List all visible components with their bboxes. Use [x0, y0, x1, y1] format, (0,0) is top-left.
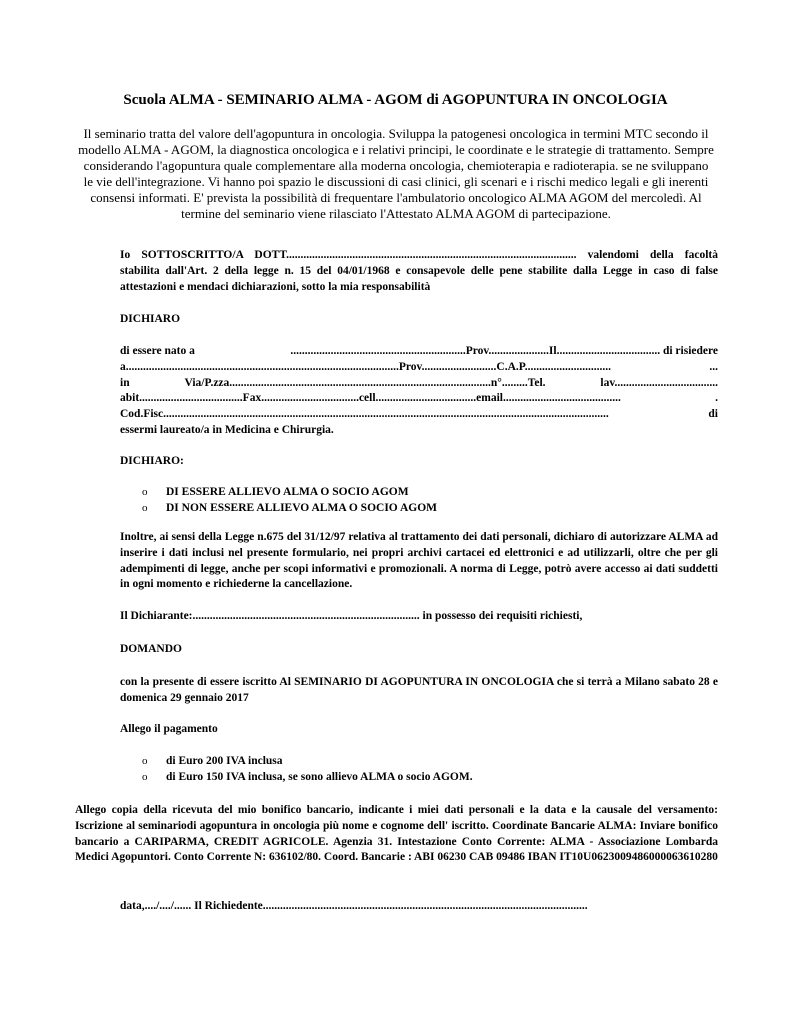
form-line-text: lav.................................... [600, 376, 718, 389]
form-line-text: di essere nato a [120, 345, 195, 357]
enrollment-request: con la presente di essere iscritto Al SEMINARIO DI AGOPUNTURA IN ONCOLOGIA che si terrà a Milano sabato 28 e domenica 29 gennaio 2017 [120, 676, 718, 704]
form-line-text: Via/P.zza...........................................................................................n°.........Tel. [184, 376, 546, 389]
form-line-address [120, 376, 718, 392]
option-bullet[interactable]: o [142, 755, 148, 767]
form-line-text: abit....................................Fax..................................cell...................................email......................................... [120, 392, 621, 405]
seminar-description: Il seminario tratta del valore dell'agopuntura in oncologia. Sviluppa la patogenesi oncologica in termini MTC secondo il modello ALMA - AGOM, la diagnostica oncologica e i relativi principi, le coordinate e le strategie di trattamento. Sempre considerando l'agopuntura quale complementare alla moderna oncologia, chemioterapia e radioterapia. se ne sviluppano le vie dell'integrazione. Vi hanno poi spazio le discussioni di casi clinici, gli scenari e i rischi medico legali e gli inerenti consensi informati. E' prevista la possibilità di frequentare l'ambulatorio oncologico ALMA AGOM del mercoledì. Al termine del seminario viene rilasciato l'Attestato ALMA AGOM di partecipazione. [78, 126, 714, 221]
option-label: DI NON ESSERE ALLIEVO ALMA O SOCIO AGOM [166, 501, 438, 514]
payment-options [120, 754, 718, 786]
form-line-residence [120, 360, 718, 376]
form-line-birth [120, 344, 718, 360]
form-line-degree: essermi laureato/a in Medicina e Chirurgia. [120, 423, 334, 436]
document-title: Scuola ALMA - SEMINARIO ALMA - AGOM di AGOPUNTURA IN ONCOLOGIA [123, 92, 668, 108]
form-line-fiscal-code [120, 407, 718, 423]
option-member[interactable] [120, 485, 718, 501]
declaration-paragraph: Io SOTTOSCRITTO/A DOTT..................................................................................................... valendomi della facoltà stabilita dall'Art. 2 della legge n. 15 del 04/01/1968 e consapevole delle pene stabilite dalla Legge in caso di false attestazioni e mendaci dichiarazioni, sotto la mia responsabilità [120, 249, 718, 293]
personal-data-form [120, 344, 718, 439]
form-line-text: . [715, 392, 718, 405]
form-line-contacts [120, 391, 718, 407]
option-bullet[interactable]: o [142, 501, 148, 514]
heading-dichiaro-2: DICHIARO: [120, 455, 184, 467]
form-line-text: di [708, 408, 718, 421]
payment-heading: Allego il pagamento [120, 723, 218, 735]
form-line-text: in [120, 376, 130, 389]
heading-dichiaro: DICHIARO [120, 313, 181, 325]
option-label: di Euro 200 IVA inclusa [166, 755, 283, 767]
option-not-member[interactable] [120, 501, 718, 517]
option-label: DI ESSERE ALLIEVO ALMA O SOCIO AGOM [166, 486, 409, 498]
privacy-paragraph: Inoltre, ai sensi della Legge n.675 del 31/12/97 relativa al trattamento dei dati personali, dichiaro di autorizzare ALMA ad inserire i dati inclusi nel presente formulario, nei propri archivi cartacei ed elettronici e ad utilizzarli, oltre che per gli adempimenti di legge, anche per scopi informativi e promozionali. A norma di Legge, potrò avere accesso ai dati suddetti in ogni momento e richiederne la cancellazione. [120, 531, 718, 591]
form-line-text: .............................................................Prov.....................Il.................................... di risiedere [290, 345, 718, 357]
membership-options [120, 485, 718, 517]
dichiarante-line: Il Dichiarante:............................................................................... in possesso dei requisiti richiesti, [120, 610, 583, 622]
form-line-text: a...............................................................................................Prov..........................C.A.P.............................. [120, 360, 611, 373]
form-line-text: ... [709, 360, 718, 373]
payment-option-full[interactable] [120, 754, 718, 770]
bank-transfer-paragraph: Allego copia della ricevuta del mio bonifico bancario, indicante i miei dati personali e la data e la causale del versamento: Iscrizione al seminariodi agopuntura in oncologia più nome e cognome dell' iscritto. Coordinate Bancarie ALMA: Inviare bonifico bancario a CARIPARMA, CREDIT AGRICOLE. Agenzia 31. Intestazione Conto Corrente: ALMA - Associazione Lombarda Medici Agopuntori. Conto Corrente N: 636102/80. Coord. Bancarie : ABI 06230 CAB 09486 IBAN IT10U0623009486000063610280 [75, 804, 718, 864]
option-label: di Euro 150 IVA inclusa, se sono allievo ALMA o socio AGOM. [166, 770, 473, 783]
payment-option-reduced[interactable] [120, 770, 718, 786]
option-bullet[interactable]: o [142, 486, 148, 498]
option-bullet[interactable]: o [142, 770, 148, 783]
signature-line: data,..../..../...... Il Richiedente................................................................................................................. [120, 900, 588, 912]
heading-domando: DOMANDO [120, 643, 182, 655]
form-line-text: Cod.Fisc........................................................................................................................................................... [120, 408, 609, 421]
